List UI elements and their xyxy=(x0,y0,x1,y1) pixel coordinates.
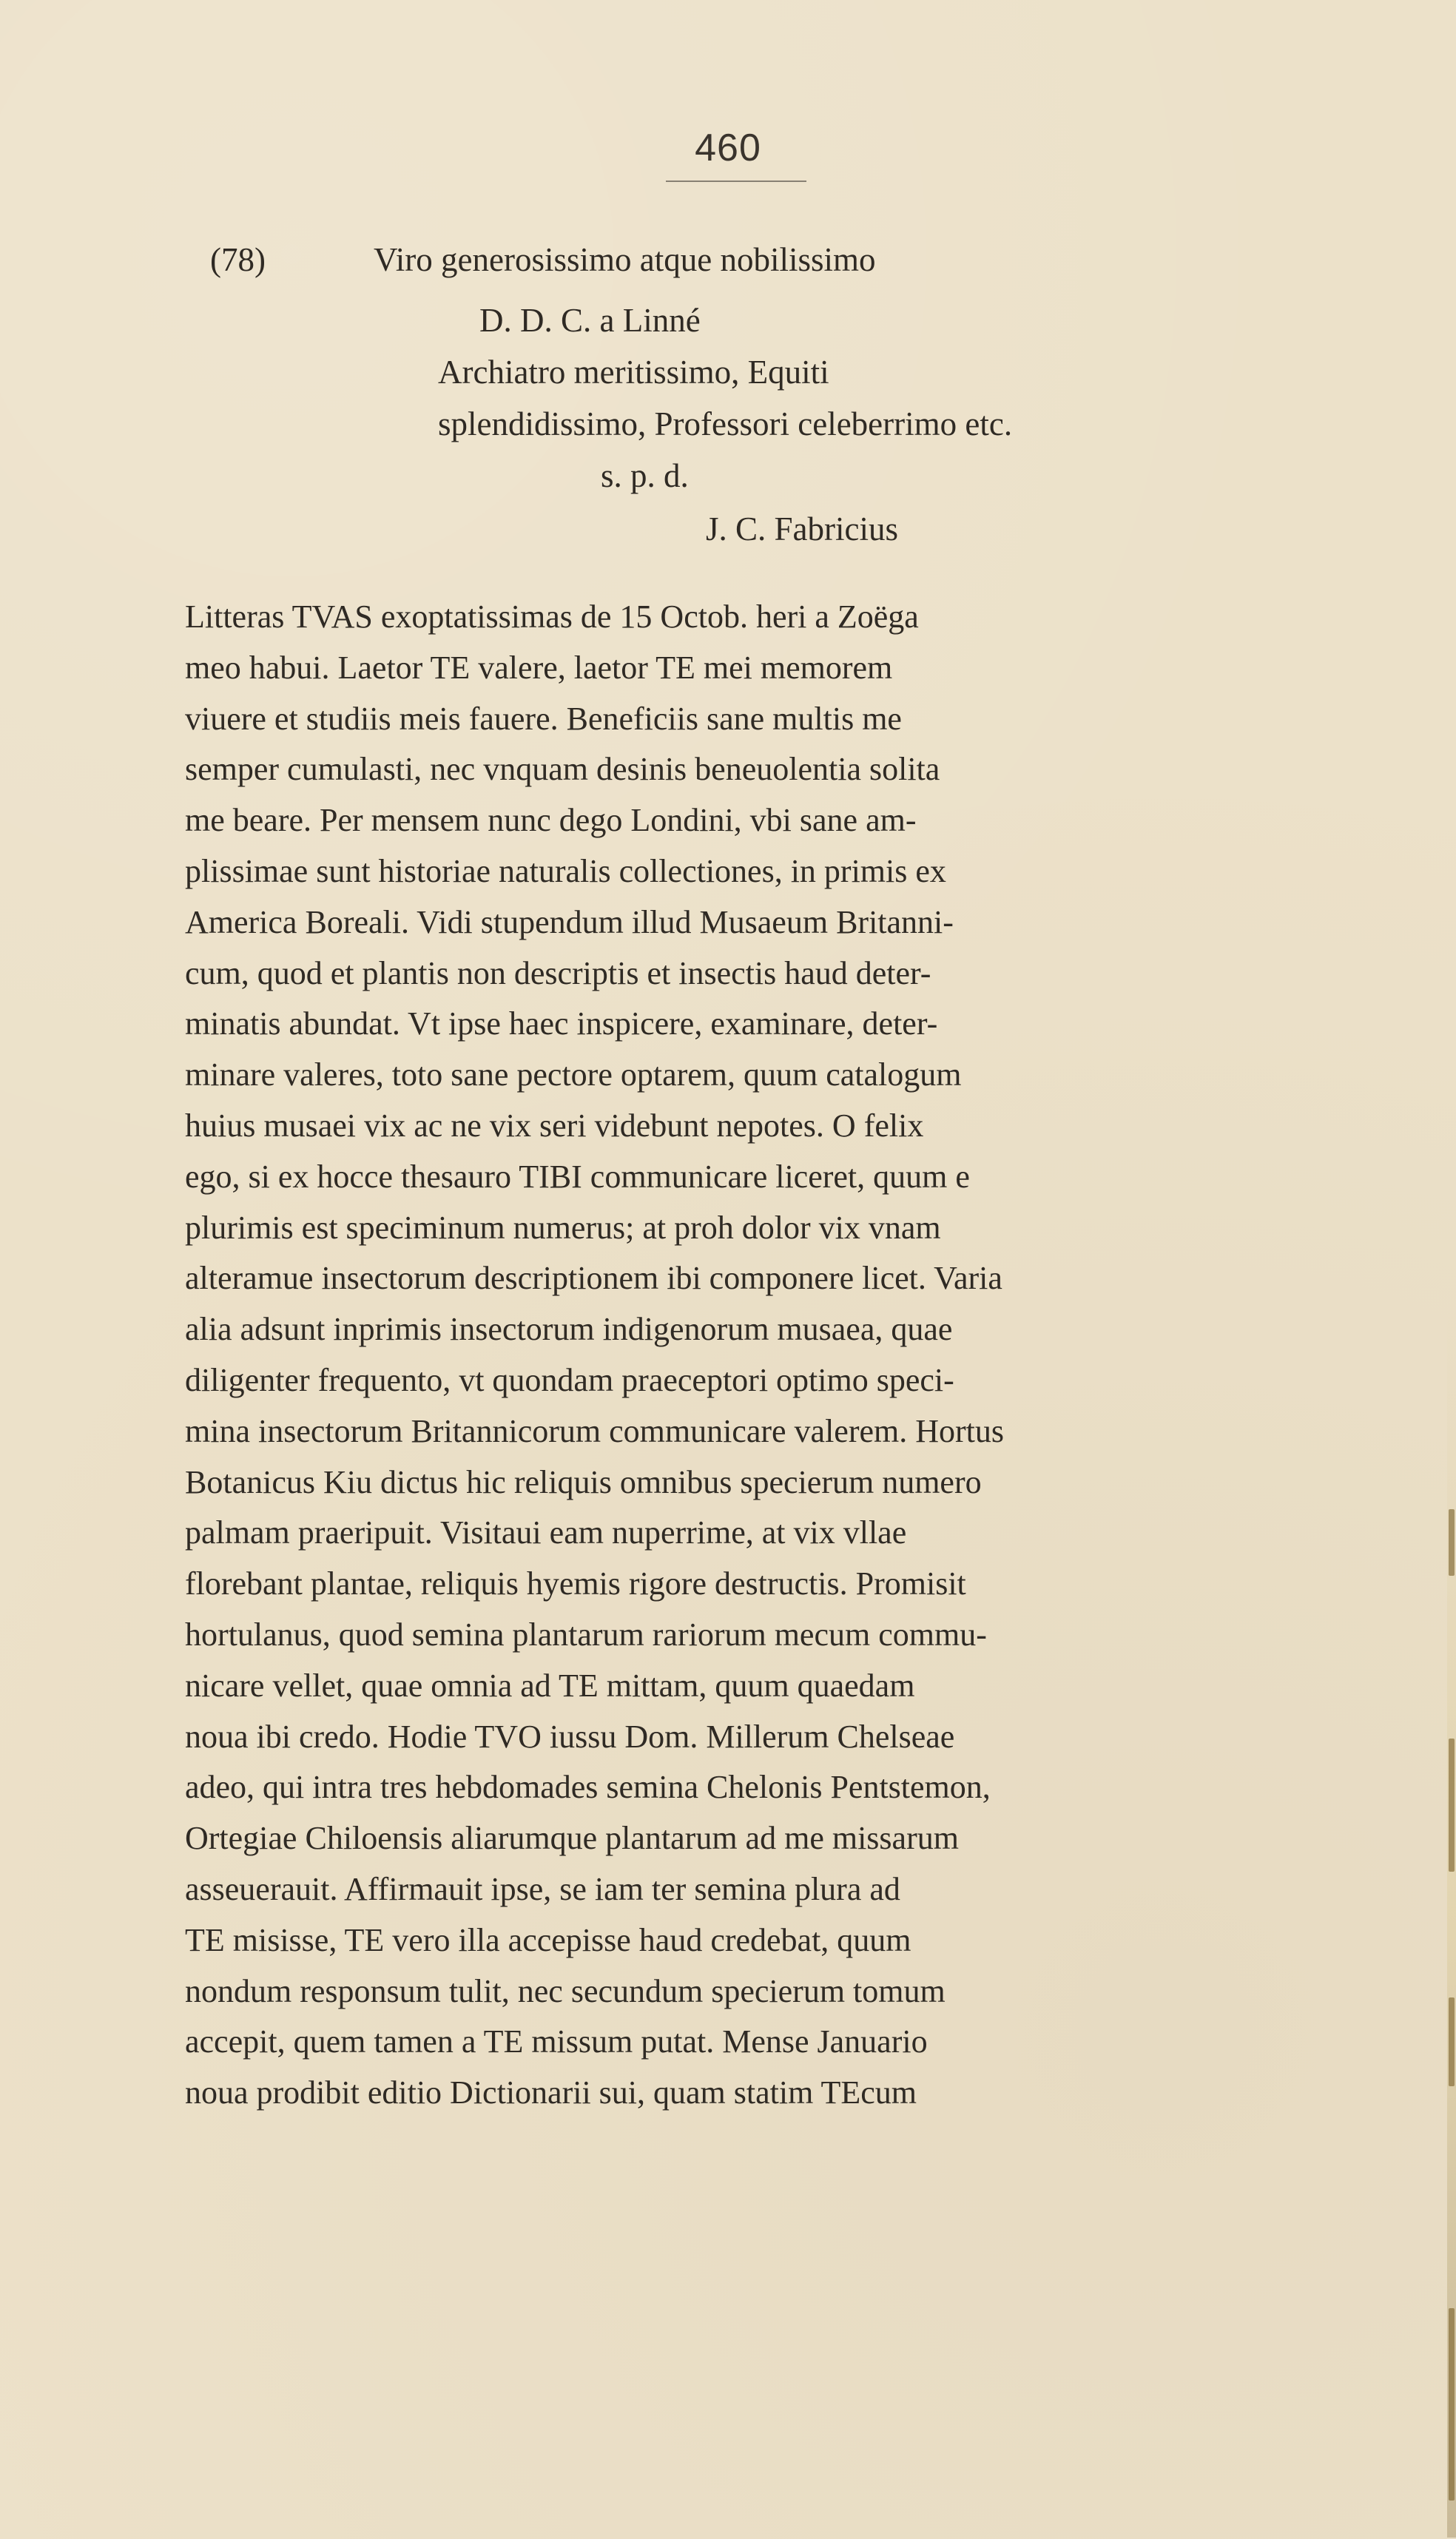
body-line: nondum responsum tulit, nec secundum specierum tomum xyxy=(185,1972,946,2009)
letter-body xyxy=(185,592,1332,2119)
body-line: accepit, quem tamen a TE missum putat. Mense Januario xyxy=(185,2023,928,2060)
body-line: florebant plantae, reliquis hyemis rigore destructis. Promisit xyxy=(185,1565,966,1602)
body-line: alia adsunt inprimis insectorum indigenorum musaea, quae xyxy=(185,1311,953,1348)
body-line: hortulanus, quod semina plantarum rariorum mecum commu- xyxy=(185,1616,987,1653)
heading-text: Viro generosissimo atque nobilissimo xyxy=(374,241,876,278)
body-line: TE misisse, TE vero illa accepisse haud credebat, quum xyxy=(185,1921,911,1958)
scan-edge-mark xyxy=(1449,1739,1455,1872)
heading-text: D. D. C. a Linné xyxy=(479,302,701,339)
body-line: minatis abundat. Vt ipse haec inspicere, examinare, deter- xyxy=(185,1005,938,1042)
scan-edge-mark xyxy=(1449,1997,1455,2086)
body-line: palmam praeripuit. Visitaui eam nuperrime, at vix vllae xyxy=(185,1514,907,1551)
body-line: diligenter frequento, vt quondam praeceptori optimo speci- xyxy=(185,1361,954,1398)
heading-text: splendidissimo, Professori celeberrimo etc. xyxy=(438,405,1013,442)
body-line: adeo, qui intra tres hebdomades semina Chelonis Pentstemon, xyxy=(185,1769,991,1806)
entry-number: (78) xyxy=(210,241,266,278)
body-line: alteramue insectorum descriptionem ibi componere licet. Varia xyxy=(185,1260,1002,1297)
page-number: 460 xyxy=(695,127,761,169)
heading-text: J. C. Fabricius xyxy=(706,510,899,547)
body-line: me beare. Per mensem nunc dego Londini, vbi sane am- xyxy=(185,802,917,839)
body-line: America Boreali. Vidi stupendum illud Musaeum Britanni- xyxy=(185,903,954,940)
body-line: minare valeres, toto sane pectore optarem, quum catalogum xyxy=(185,1056,962,1093)
heading-text: Archiatro meritissimo, Equiti xyxy=(438,354,829,391)
body-line: asseuerauit. Affirmauit ipse, se iam ter semina plura ad xyxy=(185,1870,900,1907)
page-number-rule xyxy=(666,181,806,182)
body-line: viuere et studiis meis fauere. Beneficiis sane multis me xyxy=(185,700,902,737)
body-line: mina insectorum Britannicorum communicare valerem. Hortus xyxy=(185,1412,1005,1449)
body-line: Litteras TVAS exoptatissimas de 15 Octob. heri a Zoëga xyxy=(185,598,919,635)
body-line: meo habui. Laetor TE valere, laetor TE mei memorem xyxy=(185,649,893,686)
body-line: Botanicus Kiu dictus hic reliquis omnibus specierum numero xyxy=(185,1463,982,1500)
scan-edge-mark xyxy=(1449,2308,1455,2501)
body-line: semper cumulasti, nec vnquam desinis beneuolentia solita xyxy=(185,751,940,788)
heading-text: s. p. d. xyxy=(601,457,689,494)
body-line: huius musaei vix ac ne vix seri videbunt nepotes. O felix xyxy=(185,1107,924,1144)
body-line: plissimae sunt historiae naturalis collectiones, in primis ex xyxy=(185,852,946,889)
body-line: ego, si ex hocce thesauro TIBI communicare liceret, quum e xyxy=(185,1158,970,1195)
body-line: Ortegiae Chiloensis aliarumque plantarum ad me missarum xyxy=(185,1820,959,1857)
body-line: nicare vellet, quae omnia ad TE mittam, quum quaedam xyxy=(185,1667,915,1704)
body-line: cum, quod et plantis non descriptis et insectis haud deter- xyxy=(185,954,931,991)
scan-edge-mark xyxy=(1449,1509,1455,1576)
body-line: plurimis est speciminum numerus; at proh dolor vix vnam xyxy=(185,1209,941,1246)
body-line: noua prodibit editio Dictionarii sui, quam statim TEcum xyxy=(185,2074,917,2111)
body-line: noua ibi credo. Hodie TVO iussu Dom. Millerum Chelseae xyxy=(185,1718,955,1755)
